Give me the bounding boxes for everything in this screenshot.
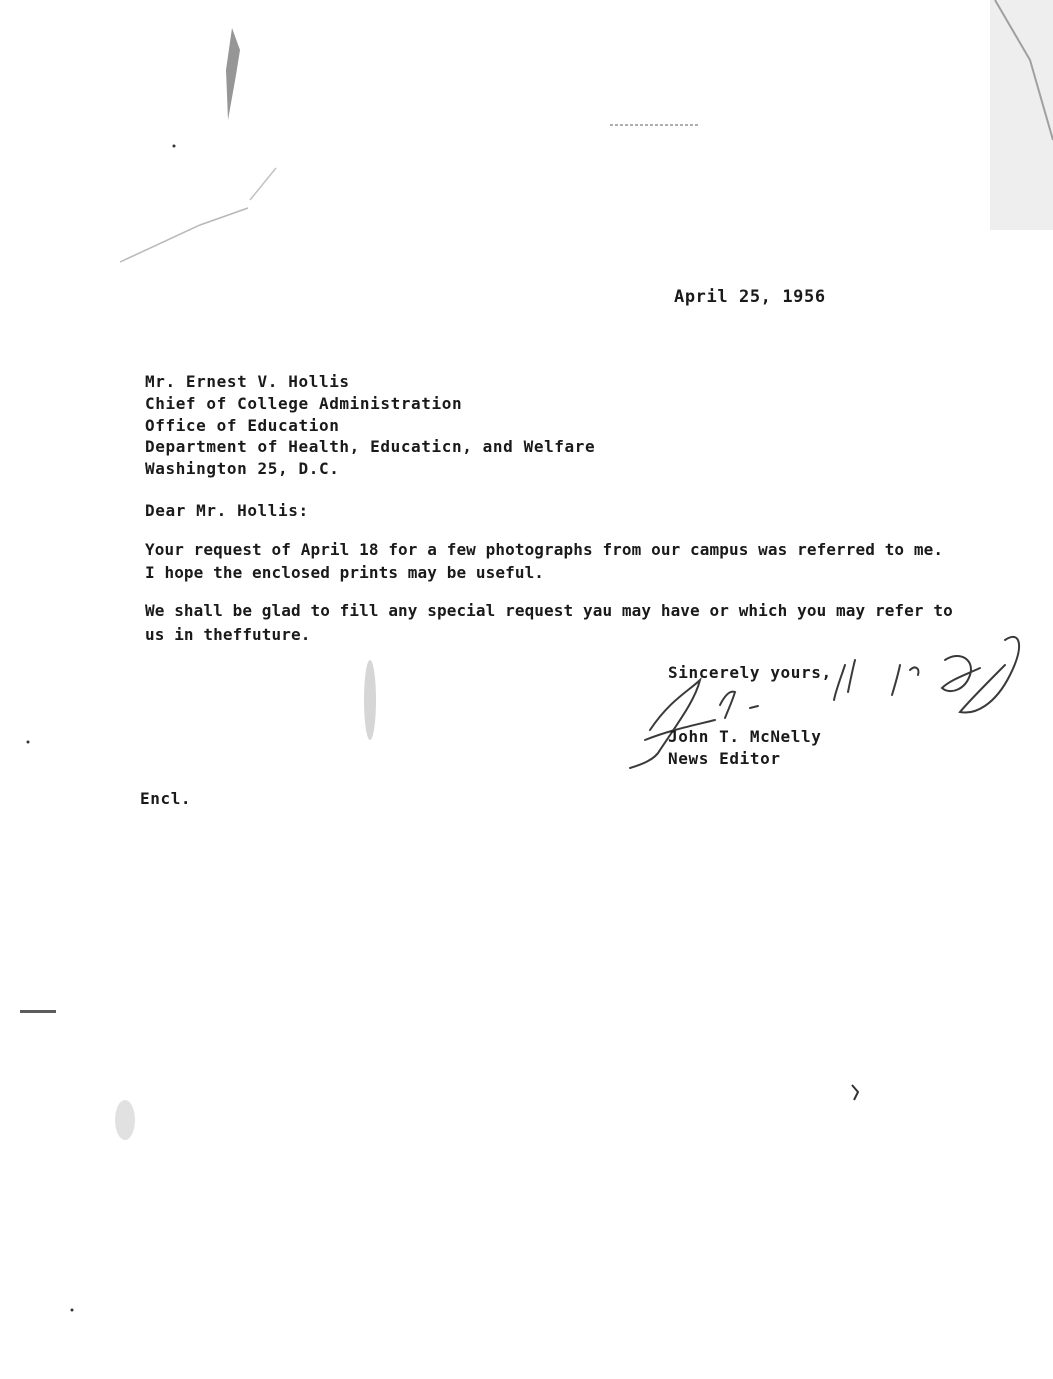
body-paragraph-2-line-2: us in theffuture.	[145, 625, 311, 644]
handwritten-signature	[600, 620, 1040, 780]
body-paragraph-2-line-1: We shall be glad to fill any special request yau may have or which you may refer to	[145, 601, 953, 620]
recipient-name: Mr. Ernest V. Hollis	[145, 372, 350, 391]
closing: Sincerely yours,	[668, 663, 832, 682]
recipient-department: Department of Health, Educaticn, and Welfare	[145, 437, 596, 456]
recipient-title: Chief of College Administration	[145, 394, 463, 413]
signer-name: John T. McNelly	[668, 727, 822, 746]
recipient-city: Washington 25, D.C.	[145, 459, 340, 478]
letter-date: April 25, 1956	[674, 287, 826, 307]
body-paragraph-1-line-2: I hope the enclosed prints may be useful.	[145, 563, 545, 582]
enclosure-note: Encl.	[140, 789, 192, 808]
body-paragraph-1-line-1: Your request of April 18 for a few photographs from our campus was referred to me.	[145, 540, 944, 559]
signer-title: News Editor	[668, 749, 781, 768]
salutation: Dear Mr. Hollis:	[145, 501, 309, 520]
recipient-office: Office of Education	[145, 416, 340, 435]
